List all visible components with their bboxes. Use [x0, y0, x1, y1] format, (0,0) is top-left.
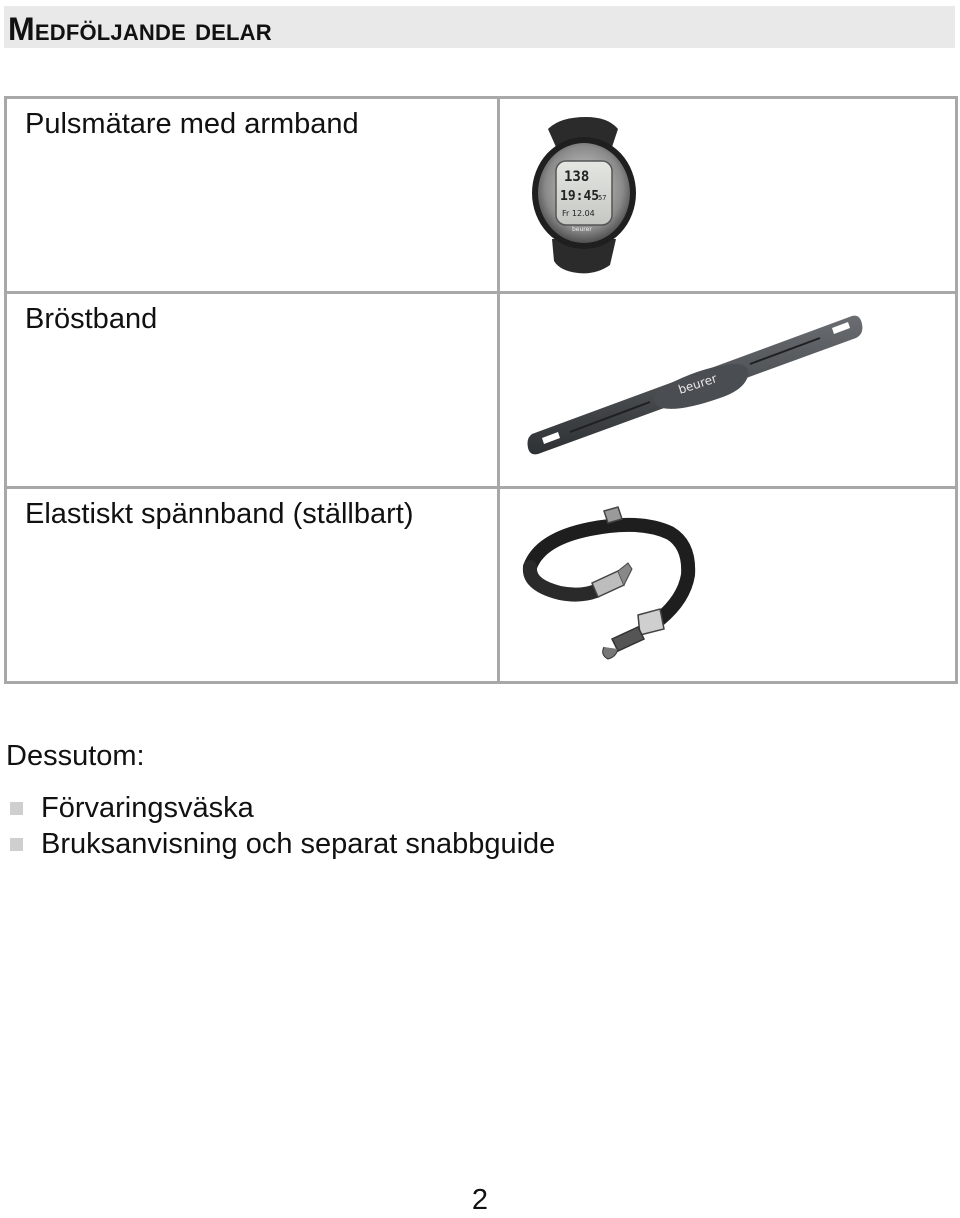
watch-brand: beurer [572, 226, 592, 233]
section-heading-bar [4, 6, 955, 48]
watch-display-line3: Fr 12.04 [562, 209, 595, 218]
watch-display-line1: 138 [564, 169, 590, 185]
list-item [6, 790, 555, 826]
part-label-cell [6, 98, 499, 293]
elastic-strap-image [500, 489, 958, 681]
chest-belt-image [500, 294, 958, 486]
list-item-text: Förvaringsväska [41, 792, 254, 824]
part-label-elastic-strap: Elastiskt spännband (ställbart) [25, 498, 414, 530]
watch-display-line2: 19:45 [560, 189, 600, 204]
part-label-cell [6, 293, 499, 488]
watch-image [500, 99, 958, 291]
part-label-watch: Pulsmätare med armband [25, 108, 359, 140]
additional-items-list [6, 790, 555, 862]
part-image-cell [499, 293, 957, 488]
table-row [6, 98, 957, 293]
part-image-cell [499, 98, 957, 293]
section-heading: Medföljande delar [8, 11, 272, 47]
parts-table [4, 96, 958, 684]
chest-belt-brand: beurer [676, 371, 719, 397]
part-image-cell [499, 488, 957, 683]
part-label-cell [6, 488, 499, 683]
watch-display-line2-small: 57 [598, 194, 607, 202]
part-label-chest-belt: Bröstband [25, 303, 158, 335]
list-item [6, 826, 555, 862]
list-item-text: Bruksanvisning och separat snabbguide [41, 828, 556, 860]
page-number: 2 [471, 1184, 489, 1216]
table-row [6, 488, 957, 683]
bullet-square-icon [10, 838, 23, 851]
additional-label: Dessutom: [6, 740, 145, 772]
bullet-square-icon [10, 802, 23, 815]
table-row [6, 293, 957, 488]
